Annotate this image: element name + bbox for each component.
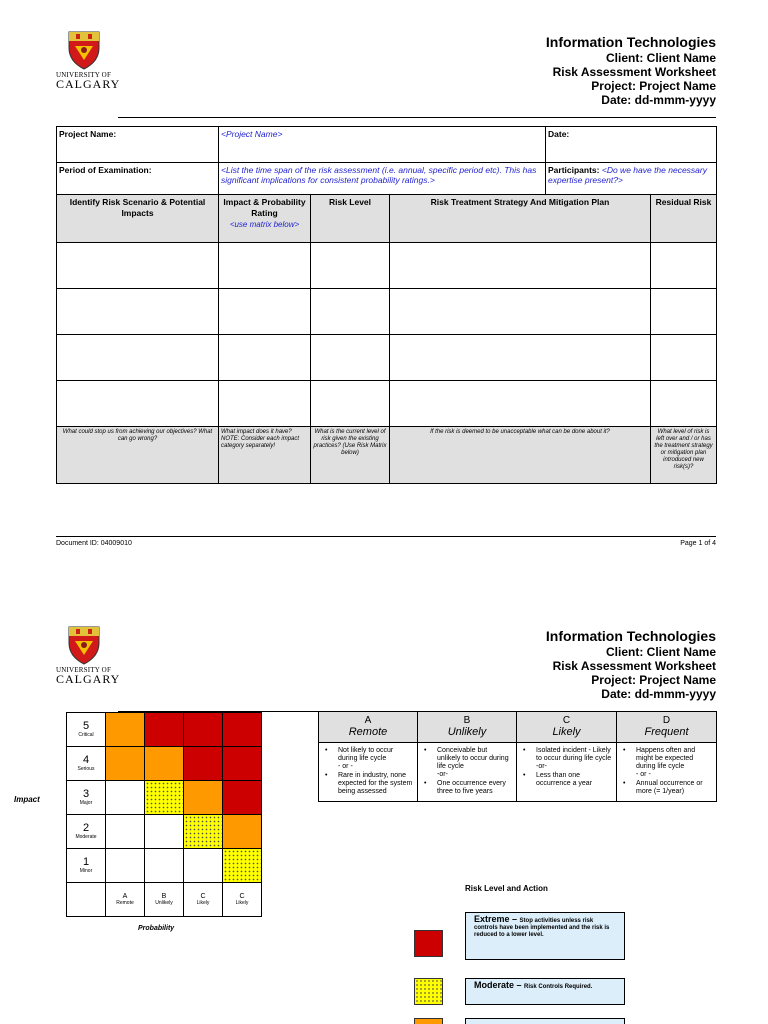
probability-name: Likely bbox=[235, 900, 249, 906]
probability-header bbox=[517, 712, 617, 743]
impact-name: Minor bbox=[79, 868, 93, 874]
probability-letter: C bbox=[200, 893, 206, 900]
entry-cell[interactable] bbox=[390, 335, 651, 381]
entry-cell[interactable] bbox=[219, 335, 311, 381]
matrix-cell bbox=[184, 849, 223, 883]
period-field[interactable]: <List the time span of the risk assessment (i.e. annual, specific period etc). This has significant implications for consistent probability ratings.> bbox=[219, 163, 546, 195]
definition-item: • Less than one occurrence a year bbox=[523, 772, 612, 788]
entry-cell[interactable] bbox=[311, 243, 390, 289]
participants-cell[interactable] bbox=[546, 163, 717, 195]
doc-header bbox=[546, 628, 716, 701]
probability-name: Frequent bbox=[644, 726, 689, 738]
matrix-cell bbox=[145, 815, 184, 849]
extreme-text: Stop activities unless risk controls have been implemented and the risk is reduced to a lower level. bbox=[474, 918, 610, 938]
probability-letter: B bbox=[161, 893, 167, 900]
probability-name: Unlikely bbox=[155, 900, 173, 906]
impact-number: 5 bbox=[82, 720, 90, 732]
entry-cell[interactable] bbox=[219, 289, 311, 335]
extreme-title: Extreme – bbox=[474, 914, 520, 924]
entry-cell[interactable] bbox=[651, 335, 717, 381]
date-label: Date: bbox=[548, 129, 570, 139]
impact-name: Moderate bbox=[75, 834, 97, 840]
col-header-rating-text: Impact & Probability Rating bbox=[223, 197, 306, 218]
probability-letter: C bbox=[239, 893, 245, 900]
col-header-residual: Residual Risk bbox=[651, 195, 717, 243]
definition-item: • Isolated incident - Likely to occur during life cycle -or- bbox=[523, 747, 612, 771]
definition-item: • Conceivable but unlikely to occur during life cycle -or- bbox=[424, 747, 512, 779]
impact-row-label bbox=[67, 815, 106, 849]
project-name-label: Project Name: bbox=[57, 127, 219, 163]
probability-name: Likely bbox=[552, 726, 581, 738]
impact-number: 4 bbox=[82, 754, 90, 766]
matrix-cell bbox=[106, 849, 145, 883]
help-risk-level: What is the current level of risk given the existing practices? (Use Risk Matrix below) bbox=[311, 427, 390, 484]
logo-line-1: UNIVERSITY OF bbox=[56, 71, 112, 79]
probability-col-label bbox=[223, 883, 262, 917]
matrix-cell bbox=[223, 815, 262, 849]
university-logo bbox=[56, 625, 121, 686]
help-treatment: If the risk is deemed to be unacceptable what can be done about it? bbox=[390, 427, 651, 484]
impact-row-label bbox=[67, 849, 106, 883]
project-line: Project: Project Name bbox=[591, 79, 716, 93]
probability-definitions-table bbox=[318, 711, 717, 802]
col-header-scenario: Identify Risk Scenario & Potential Impacts bbox=[57, 195, 219, 243]
col-header-risk-level: Risk Level bbox=[311, 195, 390, 243]
matrix-cell bbox=[145, 747, 184, 781]
entry-cell[interactable] bbox=[390, 289, 651, 335]
moderate-title: Moderate – bbox=[474, 980, 525, 990]
col-header-treatment: Risk Treatment Strategy And Mitigation Plan bbox=[390, 195, 651, 243]
page-footer bbox=[56, 536, 716, 547]
probability-letter: D bbox=[662, 715, 671, 726]
entry-cell[interactable] bbox=[219, 381, 311, 427]
entry-cell[interactable] bbox=[57, 381, 219, 427]
matrix-cell bbox=[106, 747, 145, 781]
crest-icon bbox=[66, 30, 102, 70]
crest-icon bbox=[66, 625, 102, 665]
help-residual: What level of risk is left over and / or has the treatment strategy or mitigation plan introduced new risk(s)? bbox=[651, 427, 717, 484]
university-logo bbox=[56, 30, 121, 91]
probability-header bbox=[418, 712, 517, 743]
entry-cell[interactable] bbox=[57, 335, 219, 381]
probability-col-label bbox=[145, 883, 184, 917]
high-swatch bbox=[414, 1018, 443, 1024]
matrix-corner bbox=[67, 883, 106, 917]
extreme-legend-box bbox=[465, 912, 625, 960]
entry-cell[interactable] bbox=[311, 289, 390, 335]
probability-definition bbox=[319, 743, 418, 802]
high-legend-box bbox=[465, 1018, 625, 1024]
logo-line-2: CALGARY bbox=[56, 77, 121, 91]
risk-matrix bbox=[66, 712, 262, 917]
client-line: Client: Client Name bbox=[605, 645, 716, 659]
matrix-hint: <use matrix below> bbox=[229, 220, 300, 229]
probability-name: Remote bbox=[116, 900, 134, 906]
impact-row-label bbox=[67, 781, 106, 815]
impact-name: Serious bbox=[77, 766, 95, 772]
extreme-swatch bbox=[414, 930, 443, 957]
entry-cell[interactable] bbox=[390, 243, 651, 289]
probability-letter: A bbox=[122, 893, 128, 900]
matrix-cell bbox=[106, 781, 145, 815]
probability-letter: B bbox=[463, 715, 471, 726]
doc-title: Risk Assessment Worksheet bbox=[552, 659, 716, 673]
moderate-text: Risk Controls Required. bbox=[524, 984, 593, 990]
definition-item: • Not likely to occur during life cycle - or - bbox=[325, 747, 413, 771]
matrix-cell bbox=[106, 713, 145, 747]
moderate-swatch bbox=[414, 978, 443, 1005]
impact-name: Critical bbox=[78, 732, 94, 738]
project-name-field[interactable]: <Project Name> bbox=[219, 127, 546, 163]
help-rating: What impact does it have? NOTE: Consider each impact category separately! bbox=[219, 427, 311, 484]
org-title: Information Technologies bbox=[545, 628, 716, 644]
entry-cell[interactable] bbox=[57, 243, 219, 289]
matrix-cell bbox=[223, 713, 262, 747]
participants-label: Participants: bbox=[548, 165, 602, 175]
probability-letter: A bbox=[364, 715, 372, 726]
page-2 bbox=[0, 600, 768, 1024]
probability-letter: C bbox=[562, 715, 571, 726]
matrix-cell bbox=[184, 713, 223, 747]
period-label: Period of Examination: bbox=[57, 163, 219, 195]
matrix-cell bbox=[184, 815, 223, 849]
moderate-legend-box bbox=[465, 978, 625, 1005]
entry-cell[interactable] bbox=[651, 381, 717, 427]
definition-item: • One occurrence every three to five years bbox=[424, 780, 512, 796]
probability-header bbox=[319, 712, 418, 743]
impact-number: 3 bbox=[82, 788, 90, 800]
impact-name: Major bbox=[79, 800, 93, 806]
probability-col-label bbox=[106, 883, 145, 917]
entry-cell[interactable] bbox=[57, 289, 219, 335]
matrix-cell bbox=[145, 781, 184, 815]
logo-line-1: UNIVERSITY OF bbox=[56, 666, 112, 674]
risk-worksheet-table bbox=[56, 126, 717, 484]
definition-item: • Rare in industry, none expected for the system being assessed bbox=[325, 772, 413, 796]
probability-definition bbox=[617, 743, 717, 802]
matrix-cell bbox=[223, 849, 262, 883]
header-rule bbox=[118, 117, 716, 118]
col-header-rating bbox=[219, 195, 311, 243]
page-number: Page 1 of 4 bbox=[680, 540, 716, 547]
client-line: Client: Client Name bbox=[605, 51, 716, 65]
probability-header bbox=[617, 712, 717, 743]
impact-number: 1 bbox=[82, 856, 90, 868]
date-line: Date: dd-mmm-yyyy bbox=[601, 93, 716, 107]
definition-item: • Happens often and might be expected during life cycle - or - bbox=[623, 747, 712, 779]
logo-line-2: CALGARY bbox=[56, 672, 121, 686]
matrix-cell bbox=[223, 747, 262, 781]
probability-definition bbox=[517, 743, 617, 802]
probability-definition bbox=[418, 743, 517, 802]
matrix-cell bbox=[184, 781, 223, 815]
project-line: Project: Project Name bbox=[591, 673, 716, 687]
org-title: Information Technologies bbox=[545, 34, 716, 50]
definition-item: • Annual occurrence or more (= 1/year) bbox=[623, 780, 712, 796]
probability-col-label bbox=[184, 883, 223, 917]
document-id: Document ID: 04009010 bbox=[56, 540, 132, 547]
probability-axis-label: Probability bbox=[138, 925, 175, 932]
impact-number: 2 bbox=[82, 822, 90, 834]
entry-cell[interactable] bbox=[311, 335, 390, 381]
doc-title: Risk Assessment Worksheet bbox=[552, 65, 716, 79]
date-line: Date: dd-mmm-yyyy bbox=[601, 687, 716, 701]
matrix-cell bbox=[223, 781, 262, 815]
matrix-cell bbox=[106, 815, 145, 849]
help-scenario: What could stop us from achieving our objectives? What can go wrong? bbox=[57, 427, 219, 484]
matrix-cell bbox=[145, 713, 184, 747]
entry-cell[interactable] bbox=[390, 381, 651, 427]
matrix-cell bbox=[145, 849, 184, 883]
doc-header bbox=[546, 34, 716, 107]
participants-field: <Do we have the necessary expertise present?> bbox=[548, 165, 707, 185]
entry-cell[interactable] bbox=[311, 381, 390, 427]
date-cell[interactable] bbox=[546, 127, 717, 163]
entry-cell[interactable] bbox=[651, 243, 717, 289]
impact-axis-label: Impact bbox=[14, 795, 40, 804]
legend-title: Risk Level and Action bbox=[465, 884, 548, 893]
entry-cell[interactable] bbox=[651, 289, 717, 335]
probability-name: Likely bbox=[196, 900, 210, 906]
probability-name: Remote bbox=[348, 726, 388, 738]
matrix-cell bbox=[184, 747, 223, 781]
entry-cell[interactable] bbox=[219, 243, 311, 289]
impact-row-label bbox=[67, 713, 106, 747]
probability-name: Unlikely bbox=[447, 726, 487, 738]
impact-row-label bbox=[67, 747, 106, 781]
